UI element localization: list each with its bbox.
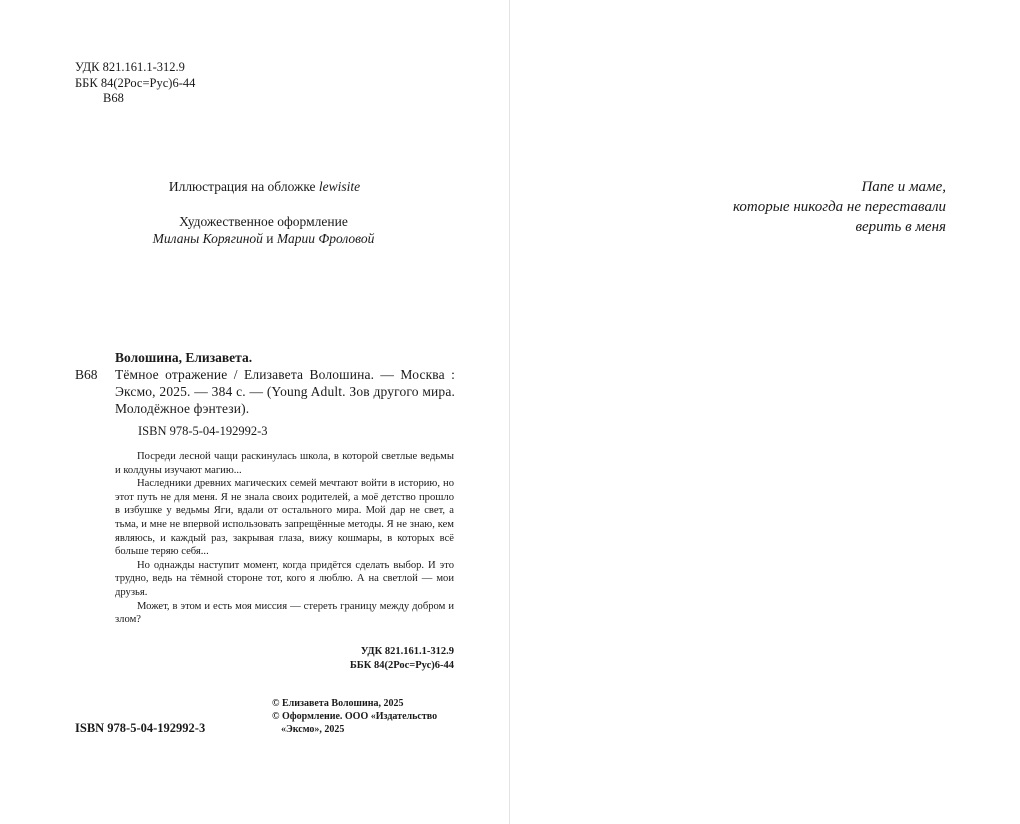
- illustration-label: Иллюстрация на обложке: [168, 179, 316, 194]
- credits-block: [0, 178, 509, 248]
- udk-code-bottom: УДК 821.161.1-312.9: [360, 646, 454, 657]
- designers-and: и: [266, 231, 274, 246]
- dedication-line: которые никогда не переставали: [732, 199, 946, 215]
- dedication-line: верить в меня: [855, 219, 946, 235]
- annotation-paragraph: Наследники древних магических семей мечтают войти в историю, но этот путь не для меня. Я не знала своих родителей, а моё детство прошло в избушке у ведьмы Яги, вдали от остального мира. Мой дар не свет, а тьма, и мне не впервой использовать запрещённые методы. Я не знаю, кем являюсь, и каждый раз, закрывая глаза, вижу кошмары, в которых всё больше теряю себя...: [115, 478, 454, 558]
- catalog-author: Волошина, Елизавета.: [115, 350, 253, 365]
- annotation: [115, 450, 454, 627]
- right-page: [510, 0, 1020, 824]
- copyright-line: «Эксмо», 2025: [281, 724, 345, 735]
- designers: [0, 230, 509, 248]
- illustrator-name: lewisite: [318, 179, 361, 194]
- copyright-line: © Оформление. ООО «Издательство: [272, 711, 438, 722]
- copyright-line: © Елизавета Волошина, 2025: [272, 698, 404, 709]
- copyright-block: [272, 697, 437, 736]
- dedication-line: Папе и маме,: [861, 179, 946, 195]
- author-mark: В68: [103, 91, 124, 105]
- annotation-paragraph: Может, в этом и есть моя миссия — стереть границу между добром и злом?: [115, 600, 454, 626]
- dedication: [733, 177, 946, 237]
- designer-1: Миланы Корягиной: [152, 231, 263, 246]
- classification-codes-bottom: [115, 645, 454, 673]
- catalog-record: [75, 349, 455, 440]
- bbk-code-bottom: ББК 84(2Рос=Рус)6-44: [349, 660, 454, 671]
- annotation-paragraph: Посреди лесной чащи раскинулась школа, в которой светлые ведьмы и колдуны изучают магию...: [115, 451, 454, 476]
- design-title: Художественное оформление: [179, 213, 348, 229]
- catalog-isbn: ISBN 978-5-04-192992-3: [138, 424, 268, 438]
- catalog-mark: В68: [75, 367, 98, 382]
- designer-2: Марии Фроловой: [276, 231, 375, 246]
- udk-code: УДК 821.161.1-312.9: [75, 60, 185, 74]
- catalog-description: Тёмное отражение / Елизавета Волошина. — Москва : Эксмо, 2025. — 384 с. — (Young Adult. Зов другого мира. Молодёжное фэнтези).: [115, 367, 455, 416]
- classification-codes-top: [75, 60, 195, 107]
- left-page: [0, 0, 509, 824]
- bbk-code: ББК 84(2Рос=Рус)6-44: [75, 75, 196, 90]
- illustration-credit: [0, 178, 509, 196]
- isbn-bottom: ISBN 978-5-04-192992-3: [75, 721, 206, 735]
- annotation-paragraph: Но однажды наступит момент, когда придётся сделать выбор. И это трудно, ведь на тёмной стороне тот, кого я люблю. А на светлой — мои друзья.: [115, 559, 454, 598]
